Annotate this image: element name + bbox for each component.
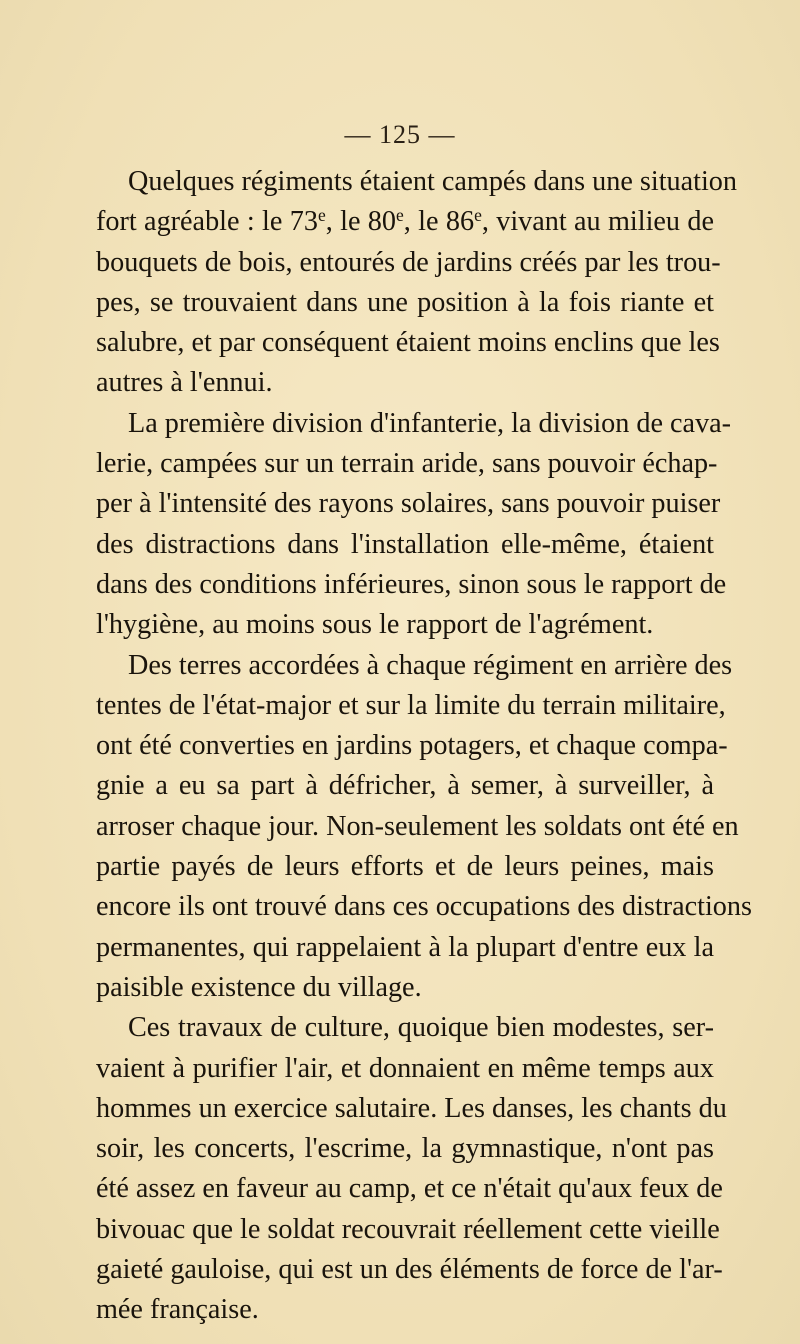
text-line: hommes un exercice salutaire. Les danses, les chants du — [96, 1092, 727, 1124]
text-line: fort agréable : le 73e, le 80e, le 86e, vivant au milieu de — [96, 204, 714, 238]
text-line: soir, les concerts, l'escrime, la gymnastique, n'ont pas — [96, 1133, 714, 1165]
text-line: été assez en faveur au camp, et ce n'était qu'aux feux de — [96, 1173, 723, 1205]
text-line: tentes de l'état-major et sur la limite du terrain militaire, — [96, 689, 726, 721]
paragraph-1 — [96, 162, 737, 404]
text-line: dans des conditions inférieures, sinon sous le rapport de — [96, 568, 727, 600]
page-number: — 125 — — [344, 120, 456, 149]
text-line: des distractions dans l'installation elle-même, étaient — [96, 528, 714, 560]
text-line: gnie a eu sa part à défricher, à semer, à surveiller, à — [96, 770, 714, 802]
text-line: partie payés de leurs efforts et de leurs peines, mais — [96, 851, 714, 883]
text-line: Quelques régiments étaient campés dans une situation — [128, 166, 737, 197]
text-line: gaieté gauloise, qui est un des éléments de force de l'ar- — [96, 1254, 723, 1286]
text-line: per à l'intensité des rayons solaires, sans pouvoir puiser — [96, 488, 721, 520]
text-line: Des terres accordées à chaque régiment en arrière des — [128, 649, 733, 681]
text-line: encore ils ont trouvé dans ces occupations des distractions — [96, 891, 752, 923]
text-line: lerie, campées sur un terrain aride, sans pouvoir échap- — [96, 448, 718, 480]
text-line: paisible existence du village. — [96, 971, 422, 1003]
text-line: bouquets de bois, entourés de jardins créés par les trou- — [96, 246, 721, 278]
text-line: salubre, et par conséquent étaient moins enclins que les — [96, 327, 720, 359]
paragraph-2 — [96, 404, 732, 646]
paragraph-4 — [96, 1008, 727, 1330]
text-line: permanentes, qui rappelaient à la plupart d'entre eux la — [96, 931, 714, 963]
text-line: Ces travaux de culture, quoique bien modestes, ser- — [128, 1012, 714, 1044]
text-line: La première division d'infanterie, la division de cava- — [128, 407, 732, 439]
paragraph-3 — [96, 646, 752, 1009]
text-line: l'hygiène, au moins sous le rapport de l'agrément. — [96, 609, 654, 641]
text-line: bivouac que le soldat recouvrait réellement cette vieille — [96, 1213, 720, 1245]
text-line: mée française. — [96, 1294, 259, 1326]
text-line: autres à l'ennui. — [96, 367, 273, 399]
text-line: arroser chaque jour. Non-seulement les soldats ont été en — [96, 810, 739, 842]
text-line: pes, se trouvaient dans une position à la fois riante et — [96, 286, 714, 318]
body-text — [96, 162, 752, 1331]
text-line: ont été converties en jardins potagers, et chaque compa- — [96, 730, 728, 762]
text-line: vaient à purifier l'air, et donnaient en même temps aux — [96, 1052, 714, 1084]
